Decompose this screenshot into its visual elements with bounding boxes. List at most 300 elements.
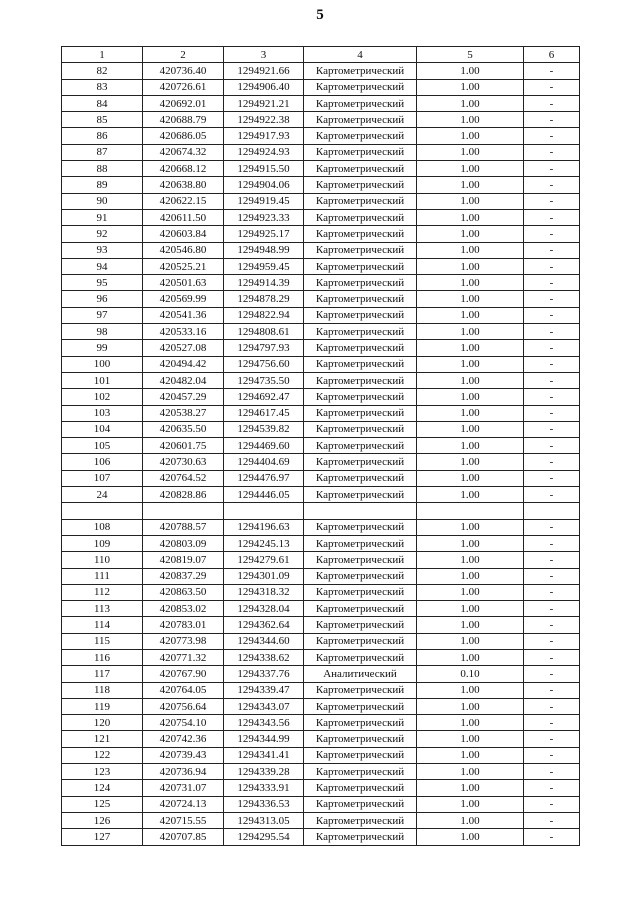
table-row	[62, 796, 580, 812]
x-coordinate-cell: 420601.75	[143, 438, 224, 454]
note-cell: -	[524, 731, 580, 747]
y-coordinate-cell: 1294921.21	[224, 95, 304, 111]
method-cell: Картометрический	[304, 177, 417, 193]
table-row	[62, 519, 580, 535]
x-coordinate-cell: 420837.29	[143, 568, 224, 584]
point-number-cell: 118	[62, 682, 143, 698]
method-cell: Картометрический	[304, 209, 417, 225]
table-row	[62, 128, 580, 144]
note-cell: -	[524, 161, 580, 177]
x-coordinate-cell: 420819.07	[143, 552, 224, 568]
accuracy-cell: 1.00	[417, 405, 524, 421]
table-row	[62, 535, 580, 551]
table-row	[62, 356, 580, 372]
note-cell: -	[524, 79, 580, 95]
accuracy-cell: 1.00	[417, 258, 524, 274]
accuracy-cell: 1.00	[417, 291, 524, 307]
x-coordinate-cell: 420764.52	[143, 470, 224, 486]
note-cell: -	[524, 666, 580, 682]
y-coordinate-cell: 1294925.17	[224, 226, 304, 242]
x-coordinate-cell: 420668.12	[143, 161, 224, 177]
method-cell: Картометрический	[304, 519, 417, 535]
note-cell: -	[524, 193, 580, 209]
note-cell: -	[524, 796, 580, 812]
note-cell: -	[524, 682, 580, 698]
column-header: 6	[524, 47, 580, 63]
accuracy-cell: 1.00	[417, 421, 524, 437]
column-header: 1	[62, 47, 143, 63]
point-number-cell: 120	[62, 715, 143, 731]
point-number-cell: 88	[62, 161, 143, 177]
method-cell: Картометрический	[304, 470, 417, 486]
coordinates-table	[61, 46, 580, 846]
x-coordinate-cell: 420674.32	[143, 144, 224, 160]
y-coordinate-cell: 1294797.93	[224, 340, 304, 356]
table-row	[62, 503, 580, 519]
method-cell: Картометрический	[304, 454, 417, 470]
accuracy-cell: 1.00	[417, 747, 524, 763]
table-row	[62, 275, 580, 291]
x-coordinate-cell: 420803.09	[143, 535, 224, 551]
note-cell: -	[524, 633, 580, 649]
note-cell: -	[524, 177, 580, 193]
x-coordinate-cell: 420501.63	[143, 275, 224, 291]
table-row	[62, 209, 580, 225]
accuracy-cell: 1.00	[417, 242, 524, 258]
y-coordinate-cell: 1294922.38	[224, 112, 304, 128]
table-row	[62, 552, 580, 568]
accuracy-cell: 1.00	[417, 454, 524, 470]
point-number-cell: 116	[62, 649, 143, 665]
table-row	[62, 112, 580, 128]
table-row	[62, 372, 580, 388]
y-coordinate-cell: 1294906.40	[224, 79, 304, 95]
accuracy-cell: 1.00	[417, 584, 524, 600]
accuracy-cell: 1.00	[417, 356, 524, 372]
x-coordinate-cell: 420715.55	[143, 812, 224, 828]
point-number-cell: 109	[62, 535, 143, 551]
method-cell: Картометрический	[304, 584, 417, 600]
method-cell: Аналитический	[304, 666, 417, 682]
x-coordinate-cell: 420736.40	[143, 63, 224, 79]
note-cell: -	[524, 584, 580, 600]
table-row	[62, 617, 580, 633]
accuracy-cell: 1.00	[417, 715, 524, 731]
accuracy-cell: 1.00	[417, 226, 524, 242]
x-coordinate-cell: 420541.36	[143, 307, 224, 323]
table-row	[62, 226, 580, 242]
x-coordinate-cell: 420756.64	[143, 698, 224, 714]
table-body	[62, 63, 580, 845]
accuracy-cell: 1.00	[417, 780, 524, 796]
table-row	[62, 161, 580, 177]
note-cell: -	[524, 242, 580, 258]
accuracy-cell: 1.00	[417, 552, 524, 568]
accuracy-cell: 1.00	[417, 568, 524, 584]
accuracy-cell: 1.00	[417, 193, 524, 209]
method-cell: Картометрический	[304, 242, 417, 258]
y-coordinate-cell: 1294404.69	[224, 454, 304, 470]
note-cell: -	[524, 95, 580, 111]
note-cell: -	[524, 601, 580, 617]
point-number-cell: 90	[62, 193, 143, 209]
y-coordinate-cell: 1294446.05	[224, 487, 304, 503]
point-number-cell: 115	[62, 633, 143, 649]
table-row	[62, 666, 580, 682]
x-coordinate-cell: 420611.50	[143, 209, 224, 225]
table-row	[62, 584, 580, 600]
point-number-cell: 104	[62, 421, 143, 437]
table-row	[62, 764, 580, 780]
x-coordinate-cell: 420783.01	[143, 617, 224, 633]
point-number-cell: 85	[62, 112, 143, 128]
method-cell: Картометрический	[304, 275, 417, 291]
note-cell: -	[524, 144, 580, 160]
y-coordinate-cell: 1294338.62	[224, 649, 304, 665]
accuracy-cell: 1.00	[417, 275, 524, 291]
note-cell: -	[524, 454, 580, 470]
point-number-cell: 95	[62, 275, 143, 291]
point-number-cell: 97	[62, 307, 143, 323]
table-row	[62, 79, 580, 95]
accuracy-cell	[417, 503, 524, 519]
method-cell: Картометрический	[304, 682, 417, 698]
y-coordinate-cell: 1294339.28	[224, 764, 304, 780]
y-coordinate-cell: 1294337.76	[224, 666, 304, 682]
method-cell: Картометрический	[304, 747, 417, 763]
y-coordinate-cell: 1294808.61	[224, 324, 304, 340]
method-cell: Картометрический	[304, 698, 417, 714]
x-coordinate-cell: 420771.32	[143, 649, 224, 665]
note-cell: -	[524, 389, 580, 405]
y-coordinate-cell: 1294917.93	[224, 128, 304, 144]
table-row	[62, 405, 580, 421]
method-cell: Картометрический	[304, 389, 417, 405]
point-number-cell: 86	[62, 128, 143, 144]
method-cell: Картометрический	[304, 144, 417, 160]
note-cell: -	[524, 715, 580, 731]
method-cell: Картометрический	[304, 340, 417, 356]
method-cell: Картометрический	[304, 405, 417, 421]
method-cell: Картометрический	[304, 633, 417, 649]
x-coordinate-cell: 420828.86	[143, 487, 224, 503]
x-coordinate-cell: 420525.21	[143, 258, 224, 274]
y-coordinate-cell: 1294344.60	[224, 633, 304, 649]
y-coordinate-cell: 1294822.94	[224, 307, 304, 323]
method-cell: Картометрический	[304, 95, 417, 111]
accuracy-cell: 1.00	[417, 796, 524, 812]
point-number-cell: 91	[62, 209, 143, 225]
point-number-cell: 101	[62, 372, 143, 388]
method-cell: Картометрический	[304, 128, 417, 144]
y-coordinate-cell: 1294924.93	[224, 144, 304, 160]
point-number-cell: 114	[62, 617, 143, 633]
note-cell: -	[524, 307, 580, 323]
x-coordinate-cell: 420731.07	[143, 780, 224, 796]
x-coordinate-cell: 420533.16	[143, 324, 224, 340]
point-number-cell: 84	[62, 95, 143, 111]
point-number-cell: 105	[62, 438, 143, 454]
header-row	[62, 47, 580, 63]
table-row	[62, 470, 580, 486]
method-cell: Картометрический	[304, 226, 417, 242]
accuracy-cell: 0.10	[417, 666, 524, 682]
point-number-cell: 106	[62, 454, 143, 470]
method-cell: Картометрический	[304, 487, 417, 503]
point-number-cell: 102	[62, 389, 143, 405]
column-header: 5	[417, 47, 524, 63]
table-row	[62, 601, 580, 617]
x-coordinate-cell: 420482.04	[143, 372, 224, 388]
x-coordinate-cell	[143, 503, 224, 519]
method-cell: Картометрический	[304, 112, 417, 128]
table-row	[62, 340, 580, 356]
note-cell: -	[524, 209, 580, 225]
accuracy-cell: 1.00	[417, 63, 524, 79]
table-row	[62, 812, 580, 828]
note-cell: -	[524, 747, 580, 763]
accuracy-cell: 1.00	[417, 79, 524, 95]
table-row	[62, 144, 580, 160]
x-coordinate-cell: 420724.13	[143, 796, 224, 812]
table-row	[62, 242, 580, 258]
table-row	[62, 389, 580, 405]
x-coordinate-cell: 420788.57	[143, 519, 224, 535]
y-coordinate-cell: 1294904.06	[224, 177, 304, 193]
point-number-cell: 123	[62, 764, 143, 780]
note-cell: -	[524, 356, 580, 372]
point-number-cell: 87	[62, 144, 143, 160]
point-number-cell: 122	[62, 747, 143, 763]
x-coordinate-cell: 420767.90	[143, 666, 224, 682]
note-cell: -	[524, 764, 580, 780]
point-number-cell: 108	[62, 519, 143, 535]
table-row	[62, 682, 580, 698]
method-cell: Картометрический	[304, 372, 417, 388]
y-coordinate-cell: 1294343.56	[224, 715, 304, 731]
column-header: 3	[224, 47, 304, 63]
note-cell: -	[524, 421, 580, 437]
note-cell: -	[524, 568, 580, 584]
point-number-cell: 89	[62, 177, 143, 193]
table-row	[62, 177, 580, 193]
column-header: 2	[143, 47, 224, 63]
accuracy-cell: 1.00	[417, 112, 524, 128]
point-number-cell	[62, 503, 143, 519]
point-number-cell: 93	[62, 242, 143, 258]
point-number-cell: 107	[62, 470, 143, 486]
note-cell: -	[524, 535, 580, 551]
method-cell: Картометрический	[304, 79, 417, 95]
accuracy-cell: 1.00	[417, 829, 524, 845]
column-header: 4	[304, 47, 417, 63]
note-cell: -	[524, 291, 580, 307]
point-number-cell: 112	[62, 584, 143, 600]
table-row	[62, 649, 580, 665]
y-coordinate-cell: 1294318.32	[224, 584, 304, 600]
point-number-cell: 119	[62, 698, 143, 714]
method-cell: Картометрический	[304, 161, 417, 177]
y-coordinate-cell: 1294539.82	[224, 421, 304, 437]
method-cell: Картометрический	[304, 617, 417, 633]
note-cell: -	[524, 698, 580, 714]
accuracy-cell: 1.00	[417, 389, 524, 405]
x-coordinate-cell: 420707.85	[143, 829, 224, 845]
y-coordinate-cell: 1294196.63	[224, 519, 304, 535]
method-cell: Картометрический	[304, 780, 417, 796]
note-cell: -	[524, 340, 580, 356]
table-row	[62, 95, 580, 111]
table-row	[62, 63, 580, 79]
method-cell	[304, 503, 417, 519]
method-cell: Картометрический	[304, 421, 417, 437]
note-cell: -	[524, 324, 580, 340]
table-row	[62, 193, 580, 209]
y-coordinate-cell: 1294301.09	[224, 568, 304, 584]
accuracy-cell: 1.00	[417, 487, 524, 503]
y-coordinate-cell: 1294279.61	[224, 552, 304, 568]
y-coordinate-cell: 1294735.50	[224, 372, 304, 388]
note-cell: -	[524, 649, 580, 665]
y-coordinate-cell: 1294339.47	[224, 682, 304, 698]
accuracy-cell: 1.00	[417, 372, 524, 388]
method-cell: Картометрический	[304, 796, 417, 812]
method-cell: Картометрический	[304, 812, 417, 828]
method-cell: Картометрический	[304, 715, 417, 731]
method-cell: Картометрический	[304, 731, 417, 747]
accuracy-cell: 1.00	[417, 698, 524, 714]
y-coordinate-cell: 1294948.99	[224, 242, 304, 258]
y-coordinate-cell: 1294336.53	[224, 796, 304, 812]
point-number-cell: 124	[62, 780, 143, 796]
method-cell: Картометрический	[304, 291, 417, 307]
x-coordinate-cell: 420754.10	[143, 715, 224, 731]
method-cell: Картометрический	[304, 829, 417, 845]
x-coordinate-cell: 420739.43	[143, 747, 224, 763]
y-coordinate-cell: 1294344.99	[224, 731, 304, 747]
table-row	[62, 421, 580, 437]
x-coordinate-cell: 420688.79	[143, 112, 224, 128]
method-cell: Картометрический	[304, 552, 417, 568]
table-row	[62, 698, 580, 714]
x-coordinate-cell: 420764.05	[143, 682, 224, 698]
y-coordinate-cell: 1294923.33	[224, 209, 304, 225]
point-number-cell: 24	[62, 487, 143, 503]
x-coordinate-cell: 420494.42	[143, 356, 224, 372]
note-cell: -	[524, 128, 580, 144]
point-number-cell: 98	[62, 324, 143, 340]
note-cell: -	[524, 780, 580, 796]
y-coordinate-cell: 1294914.39	[224, 275, 304, 291]
accuracy-cell: 1.00	[417, 649, 524, 665]
y-coordinate-cell: 1294959.45	[224, 258, 304, 274]
point-number-cell: 92	[62, 226, 143, 242]
point-number-cell: 103	[62, 405, 143, 421]
x-coordinate-cell: 420730.63	[143, 454, 224, 470]
accuracy-cell: 1.00	[417, 617, 524, 633]
accuracy-cell: 1.00	[417, 682, 524, 698]
y-coordinate-cell: 1294921.66	[224, 63, 304, 79]
point-number-cell: 117	[62, 666, 143, 682]
accuracy-cell: 1.00	[417, 731, 524, 747]
table-row	[62, 568, 580, 584]
y-coordinate-cell: 1294328.04	[224, 601, 304, 617]
table-row	[62, 291, 580, 307]
x-coordinate-cell: 420457.29	[143, 389, 224, 405]
table-row	[62, 324, 580, 340]
x-coordinate-cell: 420603.84	[143, 226, 224, 242]
accuracy-cell: 1.00	[417, 601, 524, 617]
point-number-cell: 111	[62, 568, 143, 584]
table-row	[62, 747, 580, 763]
x-coordinate-cell: 420853.02	[143, 601, 224, 617]
note-cell: -	[524, 226, 580, 242]
note-cell: -	[524, 275, 580, 291]
y-coordinate-cell: 1294878.29	[224, 291, 304, 307]
y-coordinate-cell: 1294469.60	[224, 438, 304, 454]
accuracy-cell: 1.00	[417, 307, 524, 323]
accuracy-cell: 1.00	[417, 177, 524, 193]
x-coordinate-cell: 420638.80	[143, 177, 224, 193]
method-cell: Картометрический	[304, 438, 417, 454]
method-cell: Картометрический	[304, 307, 417, 323]
point-number-cell: 96	[62, 291, 143, 307]
y-coordinate-cell: 1294313.05	[224, 812, 304, 828]
point-number-cell: 127	[62, 829, 143, 845]
x-coordinate-cell: 420538.27	[143, 405, 224, 421]
table-row	[62, 731, 580, 747]
x-coordinate-cell: 420635.50	[143, 421, 224, 437]
y-coordinate-cell: 1294343.07	[224, 698, 304, 714]
x-coordinate-cell: 420569.99	[143, 291, 224, 307]
x-coordinate-cell: 420736.94	[143, 764, 224, 780]
accuracy-cell: 1.00	[417, 438, 524, 454]
x-coordinate-cell: 420692.01	[143, 95, 224, 111]
method-cell: Картометрический	[304, 258, 417, 274]
note-cell: -	[524, 372, 580, 388]
y-coordinate-cell: 1294617.45	[224, 405, 304, 421]
table-row	[62, 487, 580, 503]
x-coordinate-cell: 420686.05	[143, 128, 224, 144]
method-cell: Картометрический	[304, 193, 417, 209]
method-cell: Картометрический	[304, 601, 417, 617]
accuracy-cell: 1.00	[417, 144, 524, 160]
accuracy-cell: 1.00	[417, 633, 524, 649]
accuracy-cell: 1.00	[417, 340, 524, 356]
point-number-cell: 82	[62, 63, 143, 79]
y-coordinate-cell: 1294919.45	[224, 193, 304, 209]
method-cell: Картометрический	[304, 649, 417, 665]
accuracy-cell: 1.00	[417, 324, 524, 340]
note-cell: -	[524, 487, 580, 503]
x-coordinate-cell: 420742.36	[143, 731, 224, 747]
note-cell: -	[524, 405, 580, 421]
point-number-cell: 83	[62, 79, 143, 95]
note-cell: -	[524, 552, 580, 568]
point-number-cell: 125	[62, 796, 143, 812]
x-coordinate-cell: 420622.15	[143, 193, 224, 209]
y-coordinate-cell: 1294333.91	[224, 780, 304, 796]
method-cell: Картометрический	[304, 568, 417, 584]
point-number-cell: 100	[62, 356, 143, 372]
y-coordinate-cell: 1294341.41	[224, 747, 304, 763]
table-row	[62, 258, 580, 274]
y-coordinate-cell: 1294295.54	[224, 829, 304, 845]
table-row	[62, 715, 580, 731]
accuracy-cell: 1.00	[417, 161, 524, 177]
note-cell: -	[524, 617, 580, 633]
y-coordinate-cell: 1294362.64	[224, 617, 304, 633]
